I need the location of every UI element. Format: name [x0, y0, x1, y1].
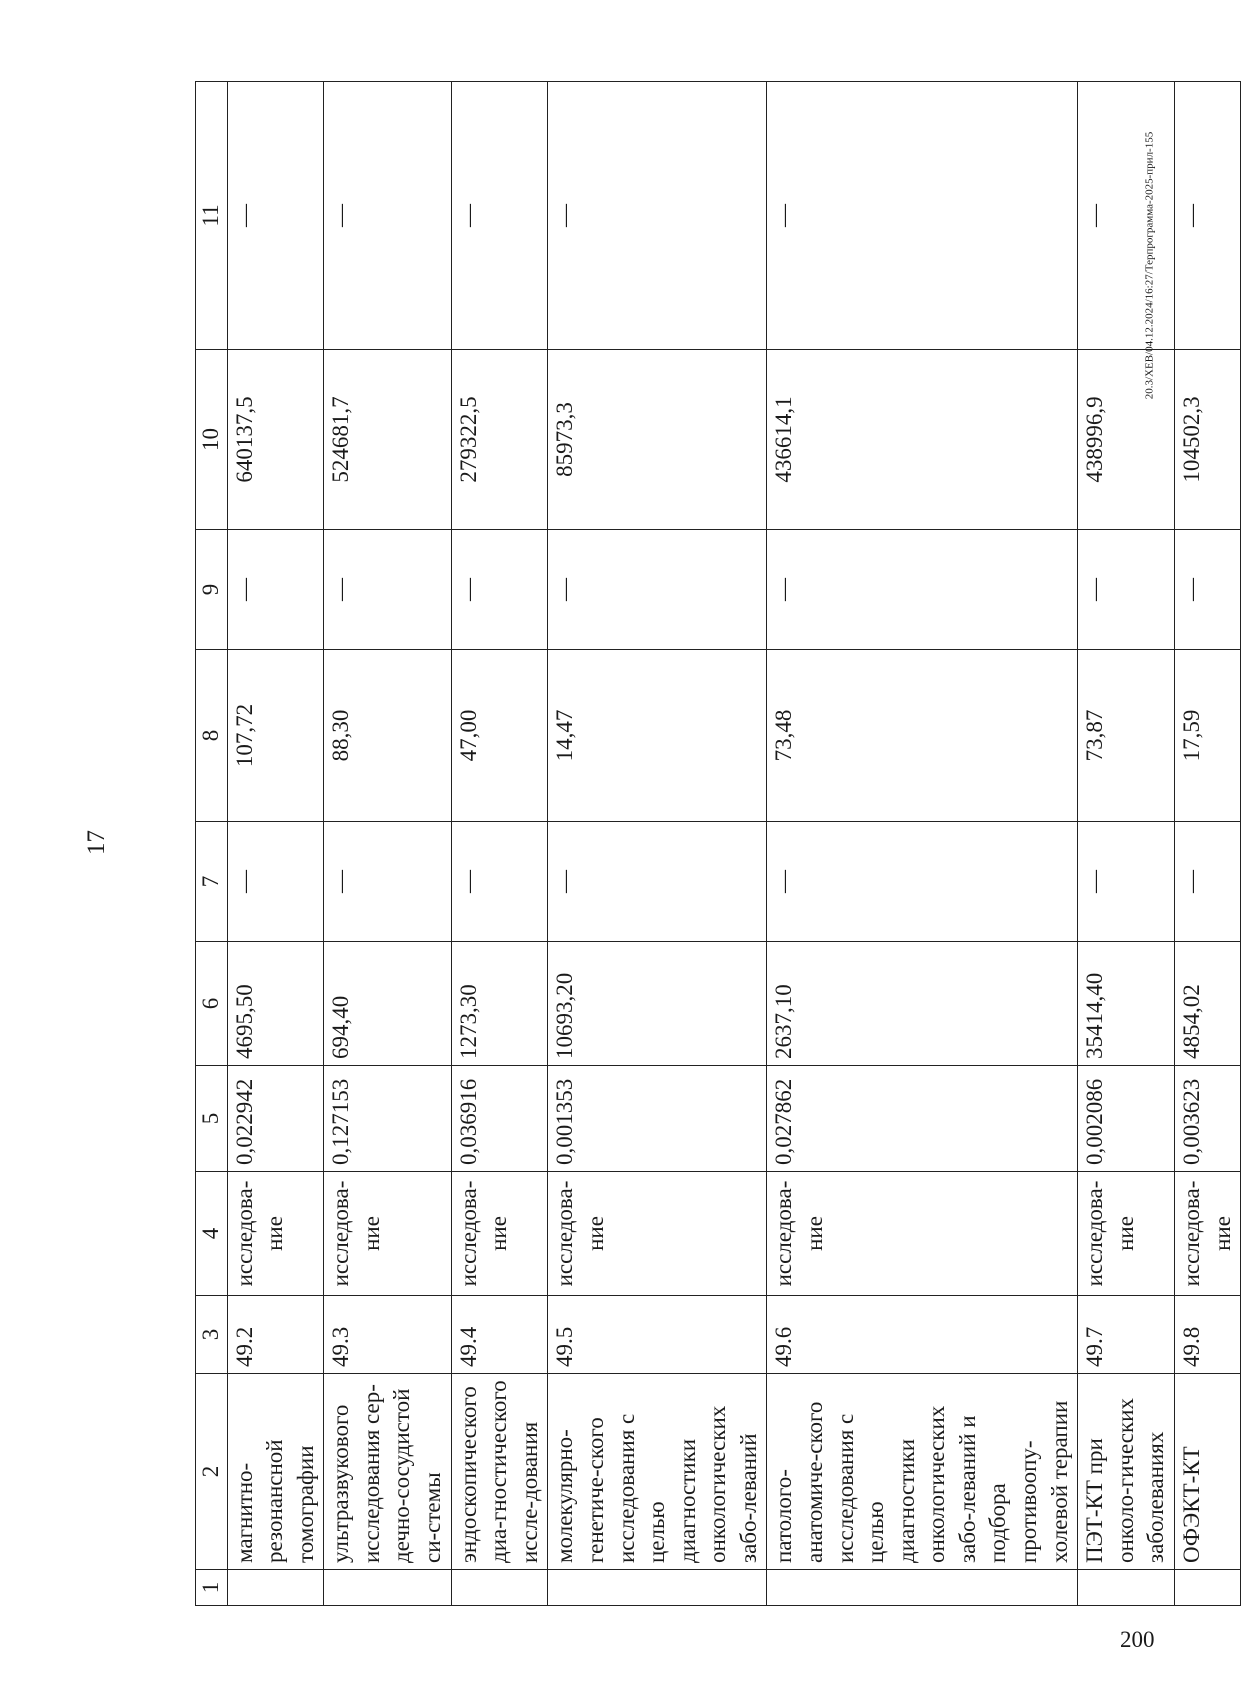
col7-cell: —: [324, 822, 451, 942]
unit-cell: исследова-ние: [548, 1172, 767, 1296]
col10-cell: 436614,1: [767, 350, 1078, 530]
col7-cell: —: [1078, 822, 1175, 942]
unit-cell: исследова-ние: [1078, 1172, 1175, 1296]
row-index-cell: [1078, 1570, 1175, 1606]
col11-cell: —: [767, 82, 1078, 350]
table-row: [1078, 82, 1175, 1606]
row-index-cell: [451, 1570, 548, 1606]
table-row: [451, 82, 548, 1606]
col7-cell: —: [1174, 822, 1240, 942]
row-code-cell: 49.4: [451, 1296, 548, 1374]
row-code-cell: 49.8: [1174, 1296, 1240, 1374]
norm-cell: 0,027862: [767, 1066, 1078, 1172]
col9-cell: —: [548, 530, 767, 650]
cost-cell: 694,40: [324, 942, 451, 1066]
col8-cell: 73,48: [767, 650, 1078, 822]
col9-cell: —: [1174, 530, 1240, 650]
col8-cell: 73,87: [1078, 650, 1175, 822]
col11-cell: —: [227, 82, 324, 350]
col11-cell: —: [1174, 82, 1240, 350]
table-body: [196, 82, 1241, 1606]
col9-cell: —: [767, 530, 1078, 650]
table-row: [227, 82, 324, 1606]
cost-cell: 10693,20: [548, 942, 767, 1066]
header-cell: 6: [196, 942, 228, 1066]
col9-cell: —: [1078, 530, 1175, 650]
row-index-cell: [324, 1570, 451, 1606]
service-name-cell: ПЭТ-КТ при онколо-гических заболеваниях: [1078, 1374, 1175, 1570]
header-cell: 11: [196, 82, 228, 350]
col8-cell: 47,00: [451, 650, 548, 822]
table-row: [1174, 82, 1240, 1606]
norm-cell: 0,022942: [227, 1066, 324, 1172]
col9-cell: —: [227, 530, 324, 650]
cost-cell: 35414,40: [1078, 942, 1175, 1066]
row-index-cell: [1174, 1570, 1240, 1606]
header-cell: 8: [196, 650, 228, 822]
row-index-cell: [767, 1570, 1078, 1606]
row-code-cell: 49.6: [767, 1296, 1078, 1374]
header-cell: 3: [196, 1296, 228, 1374]
cost-cell: 1273,30: [451, 942, 548, 1066]
col10-cell: 279322,5: [451, 350, 548, 530]
unit-cell: исследова-ние: [451, 1172, 548, 1296]
norm-cell: 0,127153: [324, 1066, 451, 1172]
row-code-cell: 49.7: [1078, 1296, 1175, 1374]
col11-cell: —: [1078, 82, 1175, 350]
col7-cell: —: [548, 822, 767, 942]
norm-cell: 0,036916: [451, 1066, 548, 1172]
side-stamp: 20.3/ХЕВ/04.12.2024/16:27/Терпрограмма-2025-прил-155: [1143, 131, 1156, 400]
header-cell: 7: [196, 822, 228, 942]
cost-cell: 4854,02: [1174, 942, 1240, 1066]
header-cell: 10: [196, 350, 228, 530]
service-name-cell: магнитно-резонансной томографии: [227, 1374, 324, 1570]
bottom-page-number: 200: [1120, 1627, 1155, 1652]
table-row: [324, 82, 451, 1606]
col9-cell: —: [324, 530, 451, 650]
col7-cell: —: [227, 822, 324, 942]
page-number: 17: [83, 830, 110, 855]
col7-cell: —: [767, 822, 1078, 942]
col11-cell: —: [548, 82, 767, 350]
row-index-cell: [227, 1570, 324, 1606]
unit-cell: исследова-ние: [227, 1172, 324, 1296]
norm-cell: 0,001353: [548, 1066, 767, 1172]
unit-cell: исследова-ние: [1174, 1172, 1240, 1296]
col10-cell: 85973,3: [548, 350, 767, 530]
col10-cell: 104502,3: [1174, 350, 1240, 530]
service-name-cell: эндоскопического диа-гностического иссле-дования: [451, 1374, 548, 1570]
header-cell: 4: [196, 1172, 228, 1296]
tariff-table: [195, 81, 1241, 1606]
header-cell: 2: [196, 1374, 228, 1570]
table-row: [767, 82, 1078, 1606]
service-name-cell: ультразвукового исследования сер-дечно-сосудистой си-стемы: [324, 1374, 451, 1570]
col8-cell: 17,59: [1174, 650, 1240, 822]
unit-cell: исследова-ние: [767, 1172, 1078, 1296]
cost-cell: 2637,10: [767, 942, 1078, 1066]
service-name-cell: патолого-анатомиче-ского исследования с целью диагностики онкологических забо-леваний и подбора противоопу-холевой терапии: [767, 1374, 1078, 1570]
row-code-cell: 49.5: [548, 1296, 767, 1374]
unit-cell: исследова-ние: [324, 1172, 451, 1296]
col10-cell: 524681,7: [324, 350, 451, 530]
cost-cell: 4695,50: [227, 942, 324, 1066]
service-name-cell: ОФЭКТ-КТ: [1174, 1374, 1240, 1570]
col10-cell: 438996,9: [1078, 350, 1175, 530]
col11-cell: —: [451, 82, 548, 350]
row-code-cell: 49.3: [324, 1296, 451, 1374]
col8-cell: 107,72: [227, 650, 324, 822]
col7-cell: —: [451, 822, 548, 942]
col10-cell: 640137,5: [227, 350, 324, 530]
table-row: [548, 82, 767, 1606]
header-cell: 9: [196, 530, 228, 650]
header-row: [196, 82, 228, 1606]
header-cell: 1: [196, 1570, 228, 1606]
col8-cell: 88,30: [324, 650, 451, 822]
header-cell: 5: [196, 1066, 228, 1172]
col9-cell: —: [451, 530, 548, 650]
col8-cell: 14,47: [548, 650, 767, 822]
norm-cell: 0,003623: [1174, 1066, 1240, 1172]
row-code-cell: 49.2: [227, 1296, 324, 1374]
col11-cell: —: [324, 82, 451, 350]
service-name-cell: молекулярно-генетиче-ского исследования с целью диагностики онкологических забо-леваний: [548, 1374, 767, 1570]
row-index-cell: [548, 1570, 767, 1606]
norm-cell: 0,002086: [1078, 1066, 1175, 1172]
